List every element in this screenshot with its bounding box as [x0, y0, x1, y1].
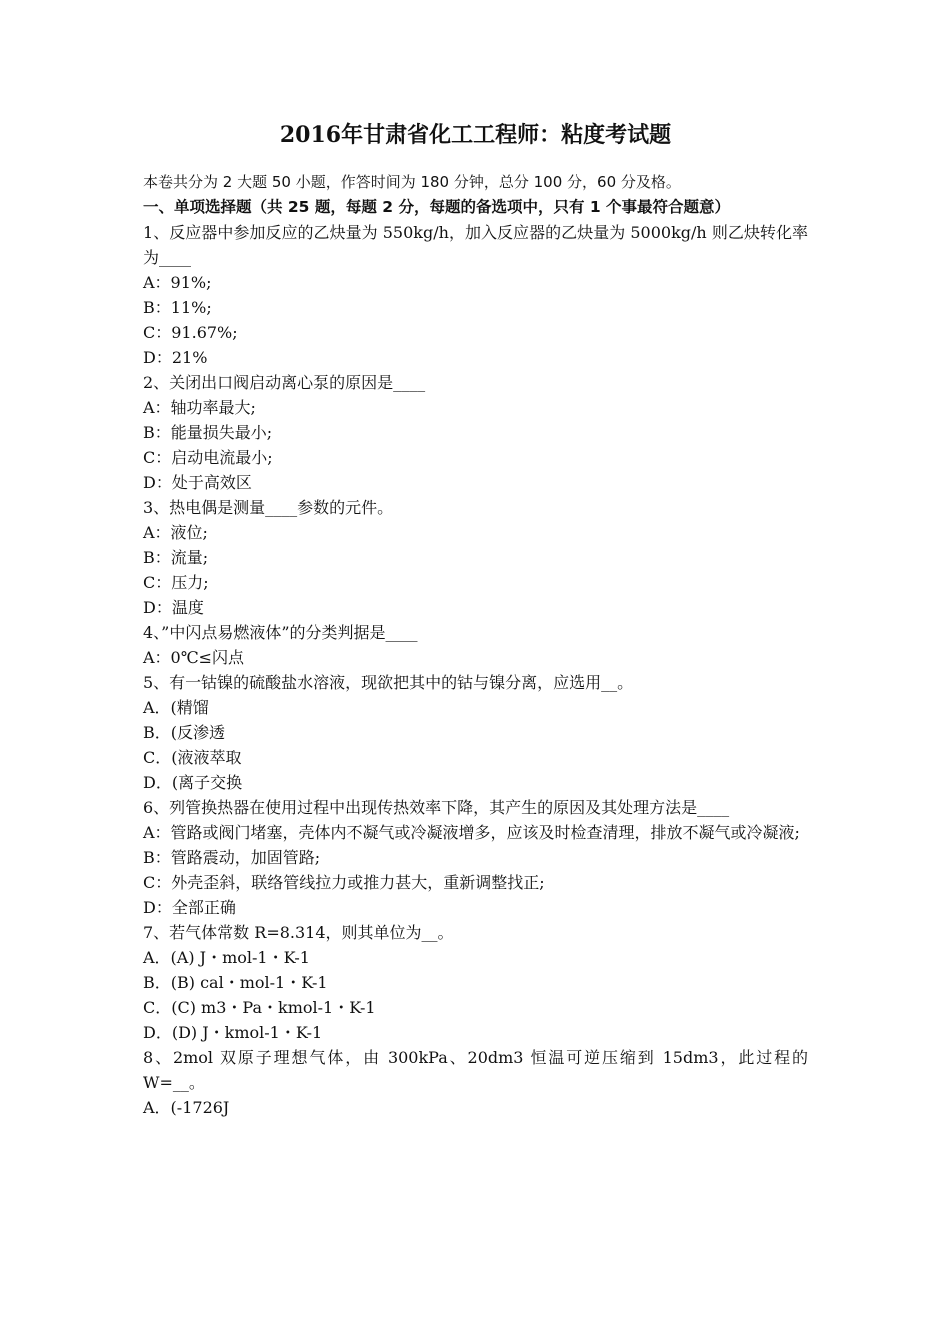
- option-a: A：管路或阀门堵塞，壳体内不凝气或冷凝液增多，应该及时检查清理，排放不凝气或冷凝液;: [143, 823, 800, 842]
- question-stem: 1、反应器中参加反应的乙炔量为 550kg/h，加入反应器的乙炔量为 5000kg/h 则乙炔转化率为____: [143, 223, 808, 267]
- question-stem: 3、热电偶是测量____参数的元件。: [143, 498, 394, 517]
- option-a: A：轴功率最大;: [143, 398, 256, 417]
- question-stem: 8、2mol 双原子理想气体，由 300kPa、20dm3 恒温可逆压缩到 15dm3，此过程的 W=__。: [143, 1048, 808, 1092]
- exam-instructions: 本卷共分为 2 大题 50 小题，作答时间为 180 分钟，总分 100 分，60 分及格。: [143, 173, 681, 191]
- question-1: [143, 220, 808, 370]
- question-5: [143, 670, 808, 795]
- option-a: A．(精馏: [143, 698, 209, 717]
- option-a: A：液位;: [143, 523, 208, 542]
- question-stem: 2、关闭出口阀启动离心泵的原因是____: [143, 373, 426, 392]
- option-a: A．(-1726J: [143, 1098, 230, 1117]
- option-b: B．(反渗透: [143, 723, 226, 742]
- option-d: D：全部正确: [143, 898, 236, 917]
- question-stem: 6、列管换热器在使用过程中出现传热效率下降，其产生的原因及其处理方法是____: [143, 798, 730, 817]
- option-b: B：能量损失最小;: [143, 423, 273, 442]
- question-4: [143, 620, 808, 670]
- option-c: C：91.67%;: [143, 323, 238, 342]
- document-title: 2016年甘肃省化工工程师：粘度考试题: [279, 122, 672, 148]
- section-heading: 一、单项选择题（共 25 题，每题 2 分，每题的备选项中，只有 1 个事最符合题意）: [143, 198, 731, 216]
- option-d: D．(D) J・kmol-1・K-1: [143, 1023, 323, 1042]
- option-a: A：91%;: [143, 273, 212, 292]
- option-b: B：11%;: [143, 298, 212, 317]
- option-d: D：处于高效区: [143, 473, 252, 492]
- question-stem: 5、有一钴镍的硫酸盐水溶液，现欲把其中的钴与镍分离，应选用__。: [143, 673, 634, 692]
- option-c: C．(液液萃取: [143, 748, 242, 767]
- question-stem: 4、”中闪点易燃液体”的分类判据是____: [143, 623, 418, 642]
- option-d: D．(离子交换: [143, 773, 243, 792]
- question-2: [143, 370, 808, 495]
- option-c: C：启动电流最小;: [143, 448, 273, 467]
- option-b: B：流量;: [143, 548, 209, 567]
- option-a: A．(A) J・mol-1・K-1: [143, 948, 310, 967]
- option-b: B．(B) cal・mol-1・K-1: [143, 973, 328, 992]
- question-3: [143, 495, 808, 620]
- document-page: [143, 118, 808, 1120]
- option-d: D：温度: [143, 598, 204, 617]
- question-8: [143, 1045, 808, 1120]
- option-d: D：21%: [143, 348, 208, 367]
- option-c: C：外壳歪斜，联络管线拉力或推力甚大，重新调整找正;: [143, 873, 545, 892]
- option-c: C：压力;: [143, 573, 209, 592]
- question-stem: 7、若气体常数 R=8.314，则其单位为__。: [143, 923, 454, 942]
- option-a: A：0℃≤闪点: [143, 648, 245, 667]
- question-6: [143, 795, 808, 920]
- question-7: [143, 920, 808, 1045]
- option-b: B：管路震动，加固管路;: [143, 848, 321, 867]
- option-c: C．(C) m3・Pa・kmol-1・K-1: [143, 998, 376, 1017]
